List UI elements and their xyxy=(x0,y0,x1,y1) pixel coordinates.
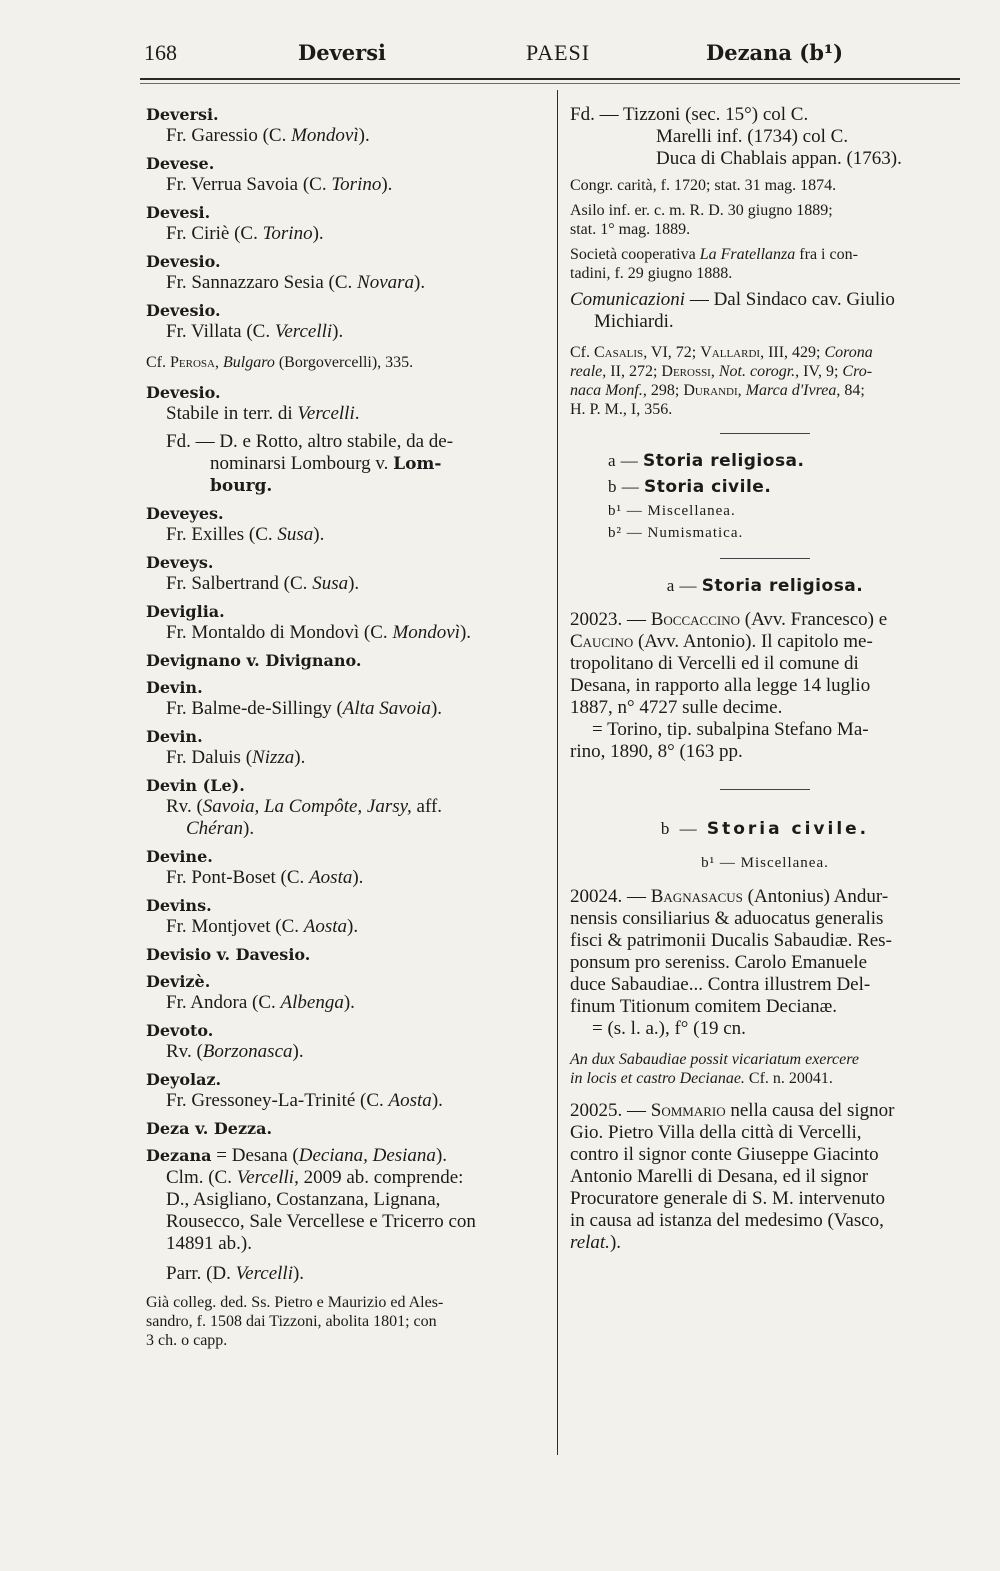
entry-line: Fr. Balme-de-Sillingy (Alta Savoia). xyxy=(166,698,443,719)
entry xyxy=(146,382,546,497)
table-of-contents xyxy=(570,448,960,544)
entry-headword: Devins. xyxy=(146,896,212,915)
entry xyxy=(146,153,546,196)
entry-line: tropolitano di Vercelli ed il comune di xyxy=(570,653,859,674)
entry-line: 1887, n° 4727 sulle decime. xyxy=(570,697,783,718)
running-header xyxy=(140,40,960,74)
entry-headword: Deviglia. xyxy=(146,602,225,621)
entry-note: An dux Sabaudiae possit vicariatum exercere xyxy=(570,1051,859,1068)
header-rule xyxy=(140,78,960,80)
entry-line: Fr. Garessio (C. Mondovì). xyxy=(166,125,370,146)
entry xyxy=(146,650,546,671)
entry-line: nensis consiliarius & aduocatus generalis xyxy=(570,908,884,929)
entry-headword: Devesi. xyxy=(146,203,211,222)
toc-subitem: b¹ — Miscellanea. xyxy=(608,503,736,519)
bibliography-line: reale, II, 272; Derossi, Not. corogr., IV, 9; Cro- xyxy=(570,363,873,380)
entry xyxy=(146,202,546,245)
entry-line: Rv. (Borzonasca). xyxy=(166,1041,304,1062)
entry-line: 20024. — Bagnasacus (Antonius) Andur- xyxy=(570,886,889,907)
history-note: Già colleg. ded. Ss. Pietro e Maurizio ed Ales- xyxy=(146,1294,444,1311)
entry-line: finum Titionum comitem Decianæ. xyxy=(570,996,838,1017)
toc-item-civil: b — Storia civile. xyxy=(608,477,772,497)
asilo-line: Asilo inf. er. c. m. R. D. 30 giugno 1889; xyxy=(570,202,833,219)
entry-line: 14891 ab.). xyxy=(166,1233,253,1254)
entry-headword: Deversi. xyxy=(146,105,219,124)
entry-line: Fr. Sannazzaro Sesia (C. Novara). xyxy=(166,272,426,293)
right-column xyxy=(570,104,960,1254)
entry-line: Fr. Ciriè (C. Torino). xyxy=(166,223,324,244)
entry xyxy=(146,104,546,147)
society-line: Società cooperativa La Fratellanza fra i con- xyxy=(570,246,858,263)
bibliography-note: Cf. Perosa, Bulgaro (Borgovercelli), 335. xyxy=(146,354,414,371)
congregation-line: Congr. carità, f. 1720; stat. 31 mag. 1874. xyxy=(570,177,837,194)
entry-headword: Devin (Le). xyxy=(146,776,245,795)
entry-line: in causa ad istanza del medesimo (Vasco, xyxy=(570,1210,884,1231)
entry-line: Fr. Gressoney-La-Trinité (C. Aosta). xyxy=(166,1090,443,1111)
entry xyxy=(146,846,546,889)
entry xyxy=(146,552,546,595)
entry-line: relat.). xyxy=(570,1232,622,1253)
header-rule-thin xyxy=(140,83,960,84)
entry-line: D., Asigliano, Costanzana, Lignana, xyxy=(166,1189,441,1210)
entry xyxy=(146,1020,546,1063)
bibliography-line: Cf. Casalis, VI, 72; Vallardi, III, 429; Corona xyxy=(570,344,873,361)
cross-reference: Devisio v. Davesio. xyxy=(146,945,311,964)
page-number: 168 xyxy=(144,40,177,65)
entry-line: Fr. Pont-Boset (C. Aosta). xyxy=(166,867,364,888)
cross-reference: Devignano v. Divignano. xyxy=(146,651,362,670)
foundation-line: Fd. — Tizzoni (sec. 15°) col C. xyxy=(570,104,809,125)
entry-headword: Devin. xyxy=(146,727,203,746)
cross-reference: Deza v. Dezza. xyxy=(146,1119,273,1138)
entry-line: Antonio Marelli di Desana, ed il signor xyxy=(570,1166,869,1187)
bibliography-entry-20023 xyxy=(570,609,960,763)
history-note: sandro, f. 1508 dai Tizzoni, abolita 1801; con xyxy=(146,1313,437,1330)
section-heading-religious: a — Storia religiosa. xyxy=(666,576,864,596)
entry-heading-line: Dezana = Desana (Deciana, Desiana). xyxy=(146,1145,448,1166)
entry-line: Clm. (C. Vercelli, 2009 ab. comprende: xyxy=(166,1167,464,1188)
entry-line: Procuratore generale di S. M. intervenuto xyxy=(570,1188,885,1209)
entry-headword: Devine. xyxy=(146,847,213,866)
entry-line: Parr. (D. Vercelli). xyxy=(166,1263,305,1284)
toc-item-religious: a — Storia religiosa. xyxy=(608,451,805,471)
entry-line: Fr. Montaldo di Mondovì (C. Mondovì). xyxy=(166,622,472,643)
section-rule xyxy=(720,433,810,434)
entry-line: Desana, in rapporto alla legge 14 luglio xyxy=(570,675,871,696)
header-left-title: Deversi xyxy=(298,40,386,65)
entry xyxy=(146,1069,546,1112)
communications-line: Comunicazioni — Dal Sindaco cav. Giulio xyxy=(570,289,895,310)
entry xyxy=(146,944,546,965)
entry xyxy=(146,971,546,1014)
entry xyxy=(146,601,546,644)
entry-headword: Devesio. xyxy=(146,301,221,320)
entry-line: Fd. — D. e Rotto, altro stabile, da de- xyxy=(166,431,454,452)
entry-line: Gio. Pietro Villa della città di Vercelli, xyxy=(570,1122,862,1143)
bibliography-line: naca Monf., 298; Durandi, Marca d'Ivrea, 84; xyxy=(570,382,865,399)
header-right-title: Dezana (b¹) xyxy=(706,40,844,65)
subsection-heading: b¹ — Miscellanea. xyxy=(701,855,829,871)
entry-line: contro il signor conte Giuseppe Giacinto xyxy=(570,1144,879,1165)
entry-line: Fr. Salbertrand (C. Susa). xyxy=(166,573,360,594)
entry-line: duce Sabaudiae... Contra illustrem Del- xyxy=(570,974,871,995)
entry-headword: Devin. xyxy=(146,678,203,697)
entry-line: bourg. xyxy=(210,476,273,496)
entry-line: Fr. Villata (C. Vercelli). xyxy=(166,321,344,342)
entry-headword: Deveyes. xyxy=(146,504,224,523)
entry-line: fisci & patrimonii Ducalis Sabaudiæ. Res- xyxy=(570,930,892,951)
communications-line: Michiardi. xyxy=(594,311,674,332)
entry-headword: Devesio. xyxy=(146,383,221,402)
entry-line: Fr. Exilles (C. Susa). xyxy=(166,524,325,545)
entry-headword: Devizè. xyxy=(146,972,211,991)
society-line: tadini, f. 29 giugno 1888. xyxy=(570,265,733,282)
column-divider xyxy=(557,90,558,1455)
entry-line: Rousecco, Sale Vercellese e Tricerro con xyxy=(166,1211,476,1232)
entry-headword: Devoto. xyxy=(146,1021,214,1040)
entry xyxy=(146,775,546,840)
entry xyxy=(146,300,546,343)
bibliography-entry-20024 xyxy=(570,886,960,1088)
section-rule xyxy=(720,558,810,559)
foundation-line: Marelli inf. (1734) col C. xyxy=(656,126,849,147)
entry-line: Fr. Verrua Savoia (C. Torino). xyxy=(166,174,393,195)
toc-subitem: b² — Numismatica. xyxy=(608,525,744,541)
entry-line: Caucino (Avv. Antonio). Il capitolo me- xyxy=(570,631,873,652)
entry xyxy=(146,503,546,546)
left-column xyxy=(146,104,546,1356)
entry-line: 20023. — Boccaccino (Avv. Francesco) e xyxy=(570,609,888,630)
entry-line: nominarsi Lombourg v. Lom- xyxy=(210,453,442,474)
entry-line: Fr. Montjovet (C. Aosta). xyxy=(166,916,359,937)
bibliography-line: H. P. M., I, 356. xyxy=(570,401,673,418)
imprint-line: = Torino, tip. subalpina Stefano Ma- xyxy=(592,719,869,740)
entry-note: in locis et castro Decianae. Cf. n. 20041. xyxy=(570,1070,833,1087)
entry-dezana xyxy=(146,1145,546,1350)
imprint-line: rino, 1890, 8° (163 pp. xyxy=(570,741,743,762)
history-note: 3 ch. o capp. xyxy=(146,1332,228,1349)
entry-line: Fr. Andora (C. Albenga). xyxy=(166,992,355,1013)
section-heading-civil: b — Storia civile. xyxy=(660,819,870,839)
entry-line: Fr. Daluis (Nizza). xyxy=(166,747,306,768)
entry-headword: Devese. xyxy=(146,154,215,173)
imprint-line: = (s. l. a.), f° (19 cn. xyxy=(592,1018,746,1039)
entry-headword: Deyolaz. xyxy=(146,1070,222,1089)
entry xyxy=(146,251,546,294)
entry-headword: Devesio. xyxy=(146,252,221,271)
entry-headword: Deveys. xyxy=(146,553,214,572)
section-rule xyxy=(720,789,810,790)
entry xyxy=(146,677,546,720)
bibliography-entry-20025 xyxy=(570,1100,960,1254)
entry xyxy=(146,895,546,938)
entry xyxy=(146,1118,546,1139)
entry-line: Stabile in terr. di Vercelli. xyxy=(166,403,360,424)
entry-line: ponsum pro sereniss. Carolo Emanuele xyxy=(570,952,868,973)
entry-line: Rv. (Savoia, La Compôte, Jarsy, aff. xyxy=(166,796,443,817)
entry xyxy=(146,726,546,769)
header-section-title: PAESI xyxy=(526,40,591,65)
entry-line: 20025. — Sommario nella causa del signor xyxy=(570,1100,895,1121)
foundation-line: Duca di Chablais appan. (1763). xyxy=(656,148,902,169)
asilo-line: stat. 1° mag. 1889. xyxy=(570,221,691,238)
entry-line: Chéran). xyxy=(186,818,255,839)
